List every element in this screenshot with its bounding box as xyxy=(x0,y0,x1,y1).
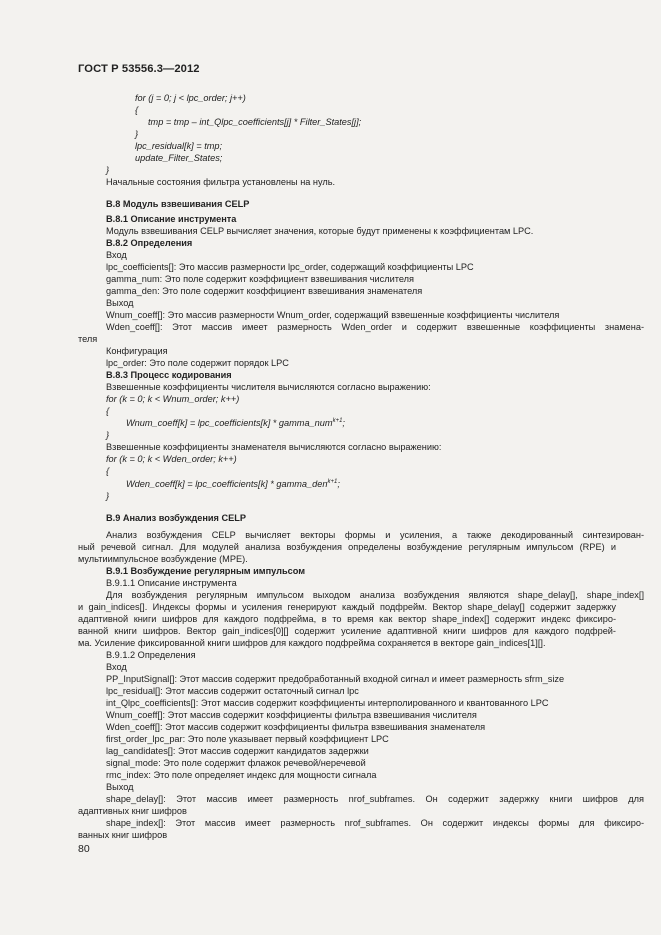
code-line: for (j = 0; j < lpc_order; j++) xyxy=(135,93,246,103)
formula-exponent: k+1 xyxy=(332,418,343,424)
subsection-heading: В.9.1.2 Определения xyxy=(106,650,196,660)
code-line: { xyxy=(106,406,110,416)
page-number: 80 xyxy=(78,843,90,855)
formula-end: ; xyxy=(342,418,345,428)
formula-line xyxy=(78,417,661,429)
subsection-heading: В.8.3 Процесс кодирования xyxy=(106,370,232,380)
definition-line: Wnum_coeff[]: Это массив размерности Wnum_order, содержащий взвешенные коэффициенты числителя xyxy=(106,310,560,320)
code-line: lpc_residual[k] = tmp; xyxy=(135,141,223,151)
definition-line-cont: адаптивных книг шифров xyxy=(78,806,187,816)
code-line: for (k = 0; k < Wden_order; k++) xyxy=(106,454,237,464)
subsection-heading: В.9.1.1 Описание инструмента xyxy=(106,578,237,588)
definition-line-cont: теля xyxy=(78,334,98,344)
paragraph-line: Модуль взвешивания CELP вычисляет значения, которые будут применены к коэффициентам LPC. xyxy=(106,226,534,236)
paragraph-line: ный речевой сигнал. Для модулей анализа возбуждения определены возбуждение регулярным импульсом (RPE) и xyxy=(78,542,616,552)
formula-end: ; xyxy=(337,479,340,489)
section-heading: В.9 Анализ возбуждения CELP xyxy=(106,513,246,523)
definition-line: lpc_residual[]: Этот массив содержит остаточный сигнал lpc xyxy=(106,686,359,696)
code-line: } xyxy=(106,165,110,175)
label-line: Вход xyxy=(106,662,127,672)
paragraph-line: Взвешенные коэффициенты знаменателя вычисляются согласно выражению: xyxy=(106,442,442,452)
document-header: ГОСТ Р 53556.3—2012 xyxy=(78,63,200,75)
definition-line: shape_index[]: Этот массив имеет размерность nrof_subframes. Он содержит индексы формы для фиксиро- xyxy=(106,818,644,828)
paragraph-line: мультиимпульсное возбуждение (MPE). xyxy=(78,554,248,564)
paragraph-line: Анализ возбуждения CELP вычисляет векторы формы и усиления, а также декодированный синтезирован- xyxy=(106,530,644,540)
code-line: { xyxy=(135,105,139,115)
definition-line: gamma_den: Это поле содержит коэффициент взвешивания знаменателя xyxy=(106,286,423,296)
definition-line: lpc_order: Это поле содержит порядок LPC xyxy=(106,358,289,368)
definition-line: shape_delay[]: Этот массив имеет размерность nrof_subframes. Он содержит задержку книги шифров для xyxy=(106,794,644,804)
section-heading: В.8 Модуль взвешивания CELP xyxy=(106,199,250,209)
subsection-heading: В.8.1 Описание инструмента xyxy=(106,214,237,224)
paragraph-line: ванной книги шифров. Вектор gain_indices[0][] содержит усиление адаптивной книги шифров для каждого подфрей- xyxy=(78,626,616,636)
definition-line: gamma_num: Это поле содержит коэффициент взвешивания числителя xyxy=(106,274,414,284)
subsection-heading: В.8.2 Определения xyxy=(106,238,193,248)
subsection-heading: В.9.1 Возбуждение регулярным импульсом xyxy=(106,566,306,576)
definition-line: rmc_index: Это поле определяет индекс для мощности сигнала xyxy=(106,770,377,780)
paragraph-line: Для возбуждения регулярным импульсом выходом анализа возбуждения являются shape_delay[], shape_index[] xyxy=(106,590,644,600)
paragraph-line: ма. Усиление фиксированной книги шифров для каждого подфрейма сохраняется в векторе gain_indices[1][]. xyxy=(78,638,546,648)
definition-line: PP_InputSignal[]: Этот массив содержит предобработанный входной сигнал и имеет размерность sfrm_size xyxy=(106,674,565,684)
definition-line: Wden_coeff[]: Этот массив содержит коэффициенты фильтра взвешивания знаменателя xyxy=(106,722,486,732)
formula-text: Wden_coeff[k] = lpc_coefficients[k] * gamma_den xyxy=(126,479,328,489)
code-line: update_Filter_States; xyxy=(135,153,223,163)
formula-exponent: k+1 xyxy=(327,479,338,485)
label-line: Конфигурация xyxy=(106,346,168,356)
formula-text: Wnum_coeff[k] = lpc_coefficients[k] * gamma_num xyxy=(126,418,333,428)
definition-line-cont: ванных книг шифров xyxy=(78,830,168,840)
code-line: } xyxy=(106,491,110,501)
definition-line: Wnum_coeff[]: Этот массив содержит коэффициенты фильтра взвешивания числителя xyxy=(106,710,477,720)
code-line: } xyxy=(135,129,139,139)
label-line: Выход xyxy=(106,782,134,792)
definition-line: lpc_coefficients[]: Это массив размерности lpc_order, содержащий коэффициенты LPC xyxy=(106,262,474,272)
paragraph-line: Начальные состояния фильтра установлены на нуль. xyxy=(106,177,336,187)
code-line: for (k = 0; k < Wnum_order; k++) xyxy=(106,394,240,404)
formula-line xyxy=(78,478,661,490)
definition-line: lag_candidates[]: Этот массив содержит кандидатов задержки xyxy=(106,746,369,756)
label-line: Вход xyxy=(106,250,127,260)
definition-line: int_Qlpc_coefficients[]: Этот массив содержит коэффициенты интерполированного и квантованного LPC xyxy=(106,698,549,708)
label-line: Выход xyxy=(106,298,134,308)
code-line: { xyxy=(106,466,110,476)
definition-line: signal_mode: Это поле содержит флажок речевой/неречевой xyxy=(106,758,366,768)
paragraph-line: и gain_indices[]. Индексы формы и усиления генерируют каждый подфрейм. Вектор shape_delay[] содержит задержку xyxy=(78,602,616,612)
paragraph-line: Взвешенные коэффициенты числителя вычисляются согласно выражению: xyxy=(106,382,431,392)
definition-line: Wden_coeff[]: Этот массив имеет размерность Wden_order и содержит взвешенные коэффициенты знамена- xyxy=(106,322,644,332)
definition-line: first_order_lpc_par: Это поле указывает первый коэффициент LPC xyxy=(106,734,389,744)
code-line: } xyxy=(106,430,110,440)
code-line: tmp = tmp – int_Qlpc_coefficients[j] * Filter_States[j]; xyxy=(148,117,362,127)
paragraph-line: адаптивной книги шифров для каждого подфрейма, в то время как вектор shape_index[] содержит индекс фиксиро- xyxy=(78,614,616,624)
